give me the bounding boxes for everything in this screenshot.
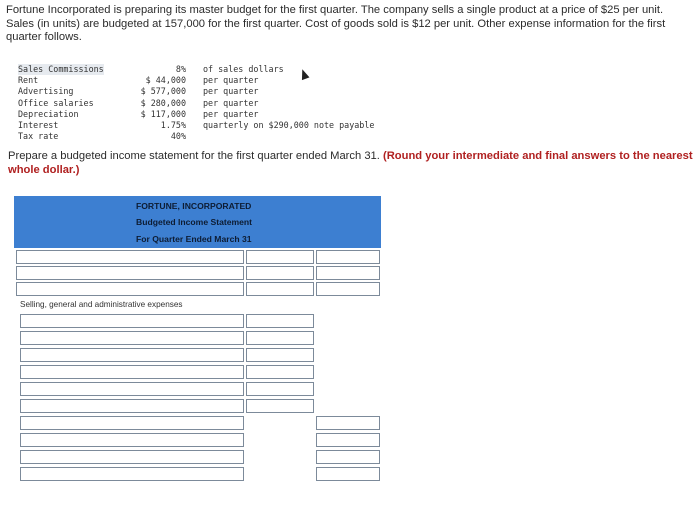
expense-amount: 1.75% — [160, 119, 186, 130]
expense-amount-input[interactable] — [246, 382, 314, 396]
expense-amount: 8% — [175, 64, 186, 74]
instructions-text: Prepare a budgeted income statement for the first quarter ended March 31. — [8, 150, 380, 162]
expense-label: Advertising — [18, 86, 74, 97]
expense-amount: $ 117,000 — [140, 108, 186, 119]
expense-amount-input[interactable] — [246, 314, 314, 328]
amount-input[interactable] — [246, 266, 314, 280]
amount-input[interactable] — [246, 250, 314, 264]
expense-note: per quarter — [203, 75, 259, 86]
account-input[interactable] — [20, 467, 244, 481]
statement-header — [14, 196, 381, 248]
expense-amount: 40% — [170, 131, 186, 142]
expense-label: Depreciation — [18, 108, 79, 119]
expense-account-input[interactable] — [20, 314, 244, 328]
amount-input[interactable] — [246, 282, 314, 296]
total-input[interactable] — [316, 433, 380, 447]
expense-note: per quarter — [203, 108, 259, 119]
mouse-cursor-icon — [299, 68, 310, 80]
account-input[interactable] — [16, 250, 244, 264]
expense-amount: $ 280,000 — [140, 97, 186, 108]
expense-note: quarterly on $290,000 note payable — [203, 119, 375, 130]
expense-amount-input[interactable] — [246, 365, 314, 379]
expense-account-input[interactable] — [20, 382, 244, 396]
expense-account-input[interactable] — [20, 348, 244, 362]
expense-label: Sales Commissions — [18, 64, 104, 74]
total-input[interactable] — [316, 266, 380, 280]
statement-period: For Quarter Ended March 31 — [136, 234, 252, 244]
account-input[interactable] — [16, 266, 244, 280]
expense-label: Interest — [18, 119, 59, 130]
expense-label: Office salaries — [18, 97, 94, 108]
statement-title: Budgeted Income Statement — [136, 217, 253, 227]
rounding-note: (Round your intermediate and final answers to the nearest whole dollar.) — [8, 150, 693, 176]
income-statement-form — [14, 196, 381, 492]
total-input[interactable] — [316, 450, 380, 464]
instructions — [8, 150, 694, 177]
expense-account-input[interactable] — [20, 365, 244, 379]
expense-account-input[interactable] — [20, 399, 244, 413]
expense-amount: $ 44,000 — [145, 75, 186, 86]
total-input[interactable] — [316, 250, 380, 264]
expense-account-input[interactable] — [20, 331, 244, 345]
expense-amount-input[interactable] — [246, 348, 314, 362]
expense-label: Rent — [18, 75, 39, 86]
total-input[interactable] — [316, 467, 380, 481]
company-name: FORTUNE, INCORPORATED — [136, 201, 252, 211]
sga-section-label: Selling, general and administrative expenses — [20, 300, 183, 309]
expense-total-input[interactable] — [316, 416, 380, 430]
total-input[interactable] — [316, 282, 380, 296]
problem-intro: Fortune Incorporated is preparing its master budget for the first quarter. The company sells a single product at a price of $25 per unit. Sales (in units) are budgeted at 157,000 for the first quarter. Cost of goods sold is $12 per unit. Other expense information for the first quarter follows. — [6, 4, 666, 44]
expense-note: per quarter — [203, 97, 259, 108]
expense-amount-input[interactable] — [246, 331, 314, 345]
account-input[interactable] — [20, 450, 244, 464]
expense-label: Tax rate — [18, 131, 59, 142]
expense-total-label-input[interactable] — [20, 416, 244, 430]
expense-note: of sales dollars — [203, 64, 284, 74]
expense-note: per quarter — [203, 86, 259, 97]
account-input[interactable] — [16, 282, 244, 296]
expense-amount: $ 577,000 — [140, 86, 186, 97]
account-input[interactable] — [20, 433, 244, 447]
expense-amount-input[interactable] — [246, 399, 314, 413]
